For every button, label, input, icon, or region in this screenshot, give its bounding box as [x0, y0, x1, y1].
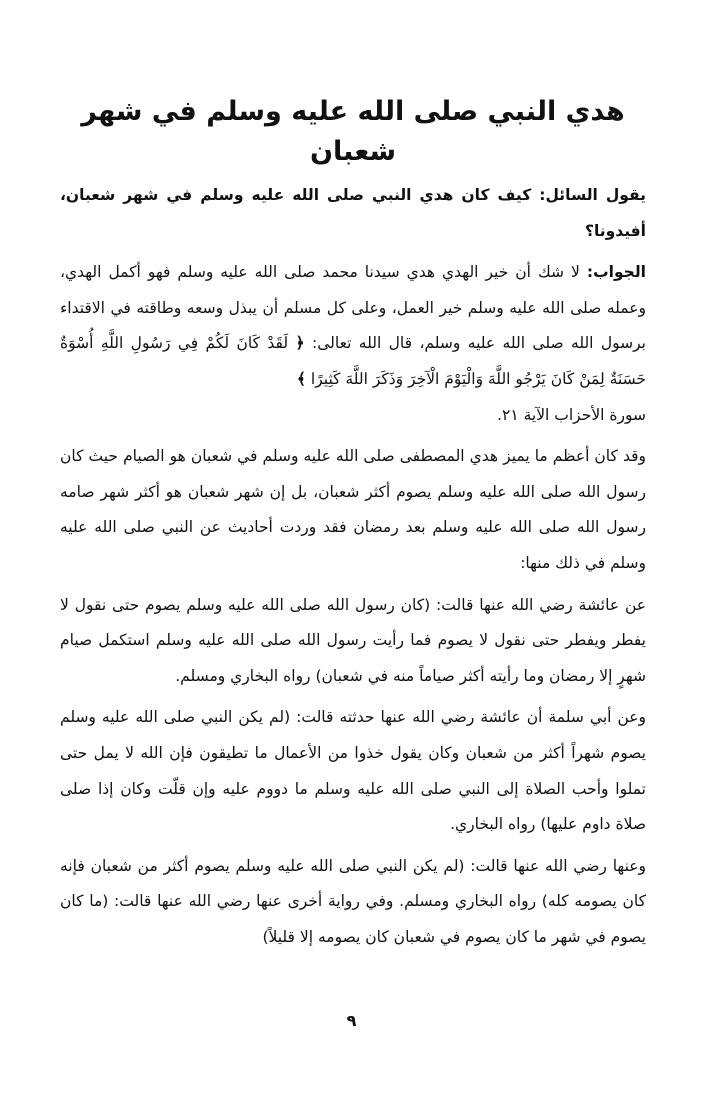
- hadith-paragraph: وعن أبي سلمة أن عائشة رضي الله عنها حدثته قالت: (لم يكن النبي صلى الله عليه وسلم يصوم شهراً أكثر من شعبان وكان يقول خذوا من الأعمال ما تطيقون فإن الله لا يمل حتى تملوا وأحب الصلاة إلى النبي صلى الله عليه وسلم ما دووم عليه وإن قلّت وكان إذا صلى صلاة داوم عليها) رواه البخاري.: [60, 708, 646, 834]
- page-number: ٩: [346, 1011, 357, 1030]
- question-label: يقول السائل:: [539, 186, 646, 204]
- quran-verse: لَقَدْ كَانَ لَكُمْ فِي رَسُولِ اللَّهِ أُسْوَةٌ حَسَنَةٌ لِمَنْ كَانَ يَرْجُو اللَّهَ وَالْيَوْمَ الْآخِرَ وَذَكَرَ اللَّهَ كَثِيرًا: [60, 334, 646, 388]
- body-paragraph: وقد كان أعظم ما يميز هدي المصطفى صلى الله عليه وسلم في شعبان هو الصيام حيث كان رسول الله صلى الله عليه وسلم يصوم أكثر شعبان، بل إن شهر شعبان هو أكثر شهر صامه رسول الله صلى الله عليه وسلم بعد رمضان فقد وردت أحاديث عن النبي صلى الله عليه وسلم في ذلك منها:: [60, 447, 646, 572]
- hadith-paragraph: عن عائشة رضي الله عنها قالت: (كان رسول الله صلى الله عليه وسلم يصوم حتى نقول لا يفطر ويفطر حتى نقول لا يصوم فما رأيت رسول الله صلى الله عليه وسلم استكمل صيام شهرٍ إلا رمضان وما رأيته أكثر صياماً منه في شعبان) رواه البخاري ومسلم.: [60, 595, 646, 685]
- verse-close-bracket: ﴾: [296, 369, 306, 388]
- question-paragraph: [60, 178, 646, 249]
- answer-paragraph: [60, 255, 646, 433]
- verse-reference: سورة الأحزاب الآية ٢١.: [497, 405, 646, 424]
- answer-text: لا شك أن خير الهدي هدي سيدنا محمد صلى الله عليه وسلم فهو أكمل الهدي، وعمله صلى الله عليه وسلم خير العمل، وعلى كل مسلم أن يبذل وسعه وطاقته في الاقتداء برسول الله صلى الله عليه وسلم، قال الله تعالى:: [60, 263, 646, 353]
- page-content: [60, 92, 646, 1034]
- page-title: هدي النبي صلى الله عليه وسلم في شهر شعبان: [81, 96, 625, 167]
- question-text: كيف كان هدي النبي صلى الله عليه وسلم في شهر شعبان، أفيدونا؟: [60, 186, 646, 240]
- answer-label: الجواب:: [586, 263, 646, 282]
- hadith-paragraph: وعنها رضي الله عنها قالت: (لم يكن النبي صلى الله عليه وسلم يصوم أكثر من شعبان فإنه كان يصومه كله) رواه البخاري ومسلم. وفي رواية أخرى عنها رضي الله عنها قالت: (ما كان يصوم في شهر ما كان يصوم في شعبان كان يصومه إلا قليلاً): [60, 856, 646, 946]
- verse-open-bracket: ﴿: [295, 334, 305, 353]
